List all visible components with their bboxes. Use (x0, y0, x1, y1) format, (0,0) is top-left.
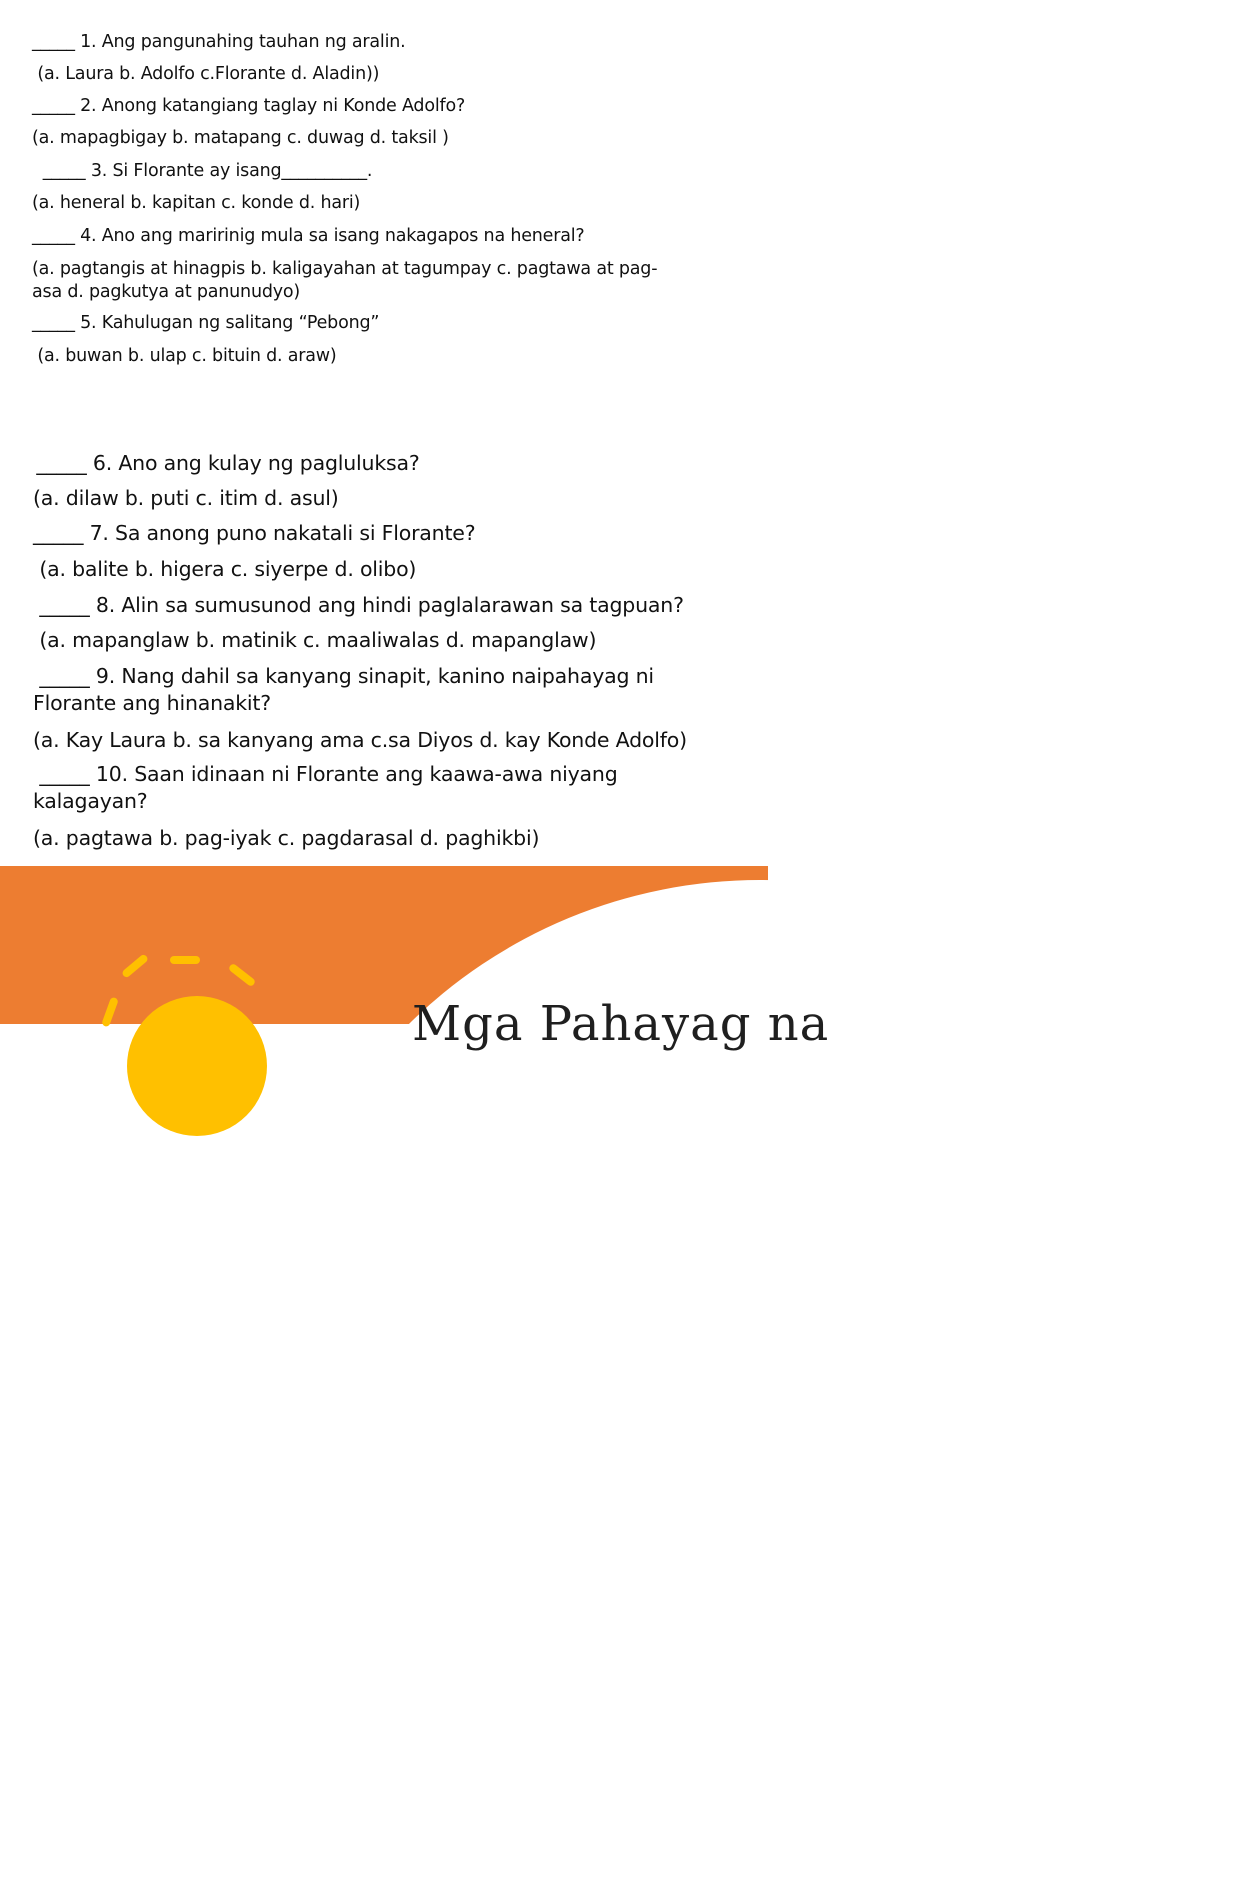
question-5: _____ 5. Kahulugan ng salitang “Pebong” (32, 313, 380, 333)
sun-ray (170, 956, 200, 964)
sun-ray (228, 963, 257, 988)
quiz-slide (0, 0, 768, 866)
question-10-line1: _____ 10. Saan idinaan ni Florante ang kaawa-awa niyang (33, 762, 618, 786)
question-6-choices: (a. dilaw b. puti c. itim d. asul) (33, 486, 339, 510)
question-1-choices: (a. Laura b. Adolfo c.Florante d. Aladin)) (32, 64, 380, 84)
question-3: _____ 3. Si Florante ay isang__________. (32, 161, 373, 181)
question-9-choices: (a. Kay Laura b. sa kanyang ama c.sa Diyos d. kay Konde Adolfo) (33, 728, 687, 752)
question-2-choices: (a. mapagbigay b. matapang c. duwag d. taksil ) (32, 128, 449, 148)
question-6: _____ 6. Ano ang kulay ng pagluluksa? (30, 451, 420, 475)
question-9-line2: Florante ang hinanakit? (33, 691, 271, 715)
sun-ray (101, 997, 119, 1028)
sun-ray (121, 953, 149, 978)
question-4-choices-line2: asa d. pagkutya at panunudyo) (32, 282, 301, 302)
question-7: _____ 7. Sa anong puno nakatali si Florante? (33, 521, 476, 545)
question-4: _____ 4. Ano ang maririnig mula sa isang nakagapos na heneral? (32, 226, 585, 246)
question-1: _____ 1. Ang pangunahing tauhan ng aralin. (32, 32, 406, 52)
question-8-choices: (a. mapanglaw b. matinik c. maaliwalas d. mapanglaw) (33, 628, 597, 652)
question-7-choices: (a. balite b. higera c. siyerpe d. olibo) (33, 557, 417, 581)
question-4-choices-line1: (a. pagtangis at hinagpis b. kaligayahan at tagumpay c. pagtawa at pag- (32, 259, 658, 279)
question-9-line1: _____ 9. Nang dahil sa kanyang sinapit, kanino naipahayag ni (33, 664, 654, 688)
sun-core (127, 996, 267, 1136)
question-3-choices: (a. heneral b. kapitan c. konde d. hari) (32, 193, 361, 213)
next-slide-preview (0, 866, 830, 1052)
question-2: _____ 2. Anong katangiang taglay ni Konde Adolfo? (32, 96, 466, 116)
question-5-choices: (a. buwan b. ulap c. bituin d. araw) (32, 346, 337, 366)
question-10-choices: (a. pagtawa b. pag-iyak c. pagdarasal d. paghikbi) (33, 826, 540, 850)
question-8: _____ 8. Alin sa sumusunod ang hindi paglalarawan sa tagpuan? (33, 593, 684, 617)
next-slide-title: Mga Pahayag na (412, 996, 830, 1052)
question-10-line2: kalagayan? (33, 789, 148, 813)
